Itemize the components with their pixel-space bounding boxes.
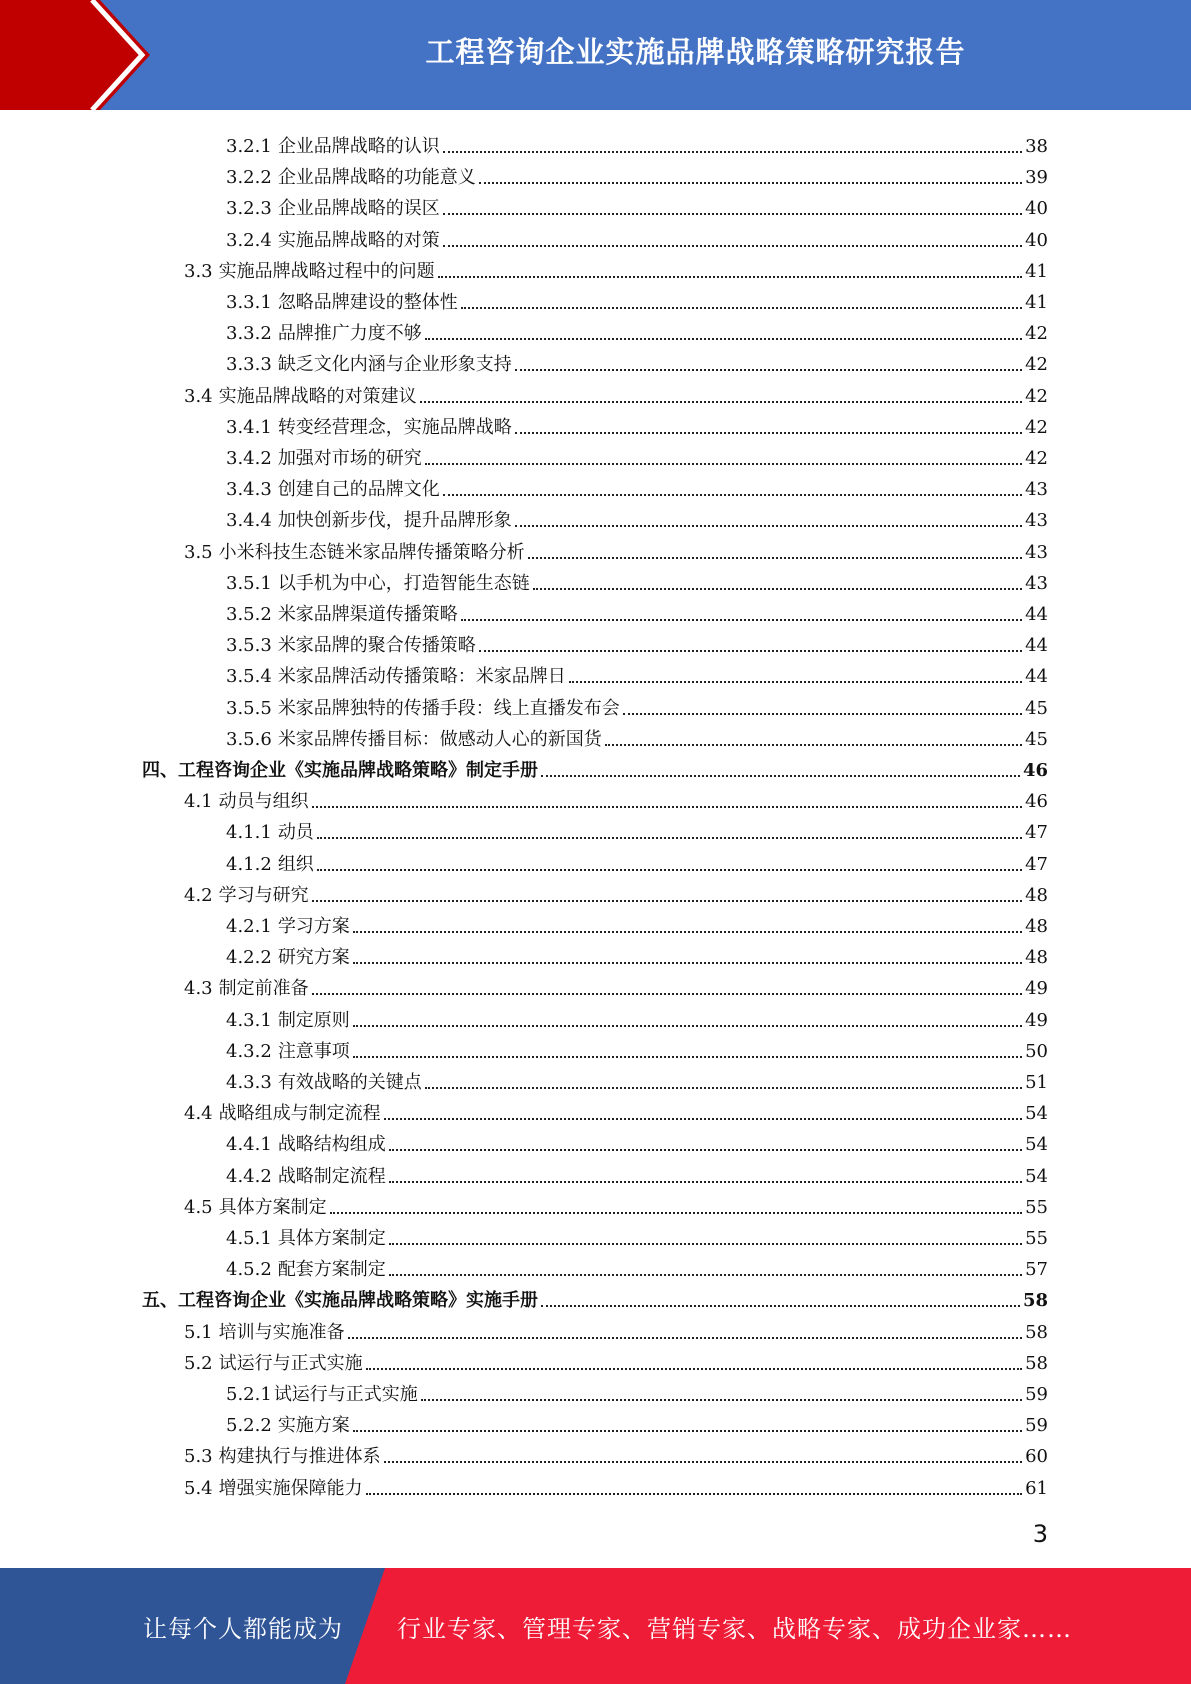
toc-entry-title: 以手机为中心，打造智能生态链 [277,572,530,594]
toc-entry[interactable] [226,720,1048,751]
toc-entry[interactable] [184,533,1048,564]
toc-entry-number: 3.5.4 [226,666,272,688]
toc-leader-dots [312,898,1022,902]
toc-entry-number: 3.5 [184,541,213,563]
toc-leader-dots [389,1241,1022,1245]
toc-leader-dots [425,1085,1022,1089]
toc-entry[interactable] [226,314,1048,345]
toc-leader-dots [425,461,1022,465]
toc-entry[interactable] [226,626,1048,657]
toc-entry-title: 实施品牌战略的对策 [277,229,440,251]
toc-entry[interactable] [226,439,1048,470]
toc-entry[interactable] [226,564,1048,595]
toc-entry-title: 战略组成与制定流程 [218,1103,381,1125]
toc-entry[interactable] [226,1157,1048,1188]
toc-entry-number: 3.4.2 [226,448,272,469]
toc-entry-title: 缺乏文化内涵与企业形象支持 [277,354,512,376]
toc-entry-page: 43 [1025,572,1048,594]
toc-entry-page: 51 [1025,1072,1048,1093]
toc-entry-title: 实施品牌战略的对策建议 [218,385,417,407]
footer-slogan-right: 行业专家、管理专家、营销专家、战略专家、成功企业家…… [397,1614,1072,1643]
toc-entry-number: 3.4 [184,385,213,407]
toc-entry[interactable] [226,1063,1048,1094]
toc-entry[interactable] [184,876,1048,907]
toc-leader-dots [443,211,1022,215]
toc-leader-dots [438,274,1022,278]
toc-entry-number: 3.2.1 [226,136,272,157]
toc-leader-dots [443,492,1022,496]
toc-entry-number: 5.4 [184,1477,213,1499]
toc-entry-title: 企业品牌战略的功能意义 [277,167,476,189]
toc-leader-dots [389,1179,1022,1183]
toc-leader-dots [421,1397,1022,1401]
toc-entry-number: 4.4.1 [226,1134,272,1156]
toc-entry-title: 品牌推广力度不够 [277,323,422,345]
toc-entry-page: 44 [1025,635,1048,657]
page-footer [0,1568,1191,1684]
toc-entry-number: 4.3 [184,978,213,1000]
toc-entry-title: 试运行与正式实施 [218,1352,363,1374]
toc-entry[interactable] [226,1001,1048,1032]
toc-entry[interactable] [184,969,1048,1000]
toc-entry-page: 38 [1025,136,1048,157]
toc-entry[interactable] [226,1219,1048,1250]
toc-entry-title: 加强对市场的研究 [277,448,422,469]
toc-entry-title: 试运行与正式实施 [273,1384,418,1405]
toc-entry[interactable] [226,501,1048,532]
toc-leader-dots [479,180,1022,184]
toc-entry[interactable] [226,1406,1048,1437]
toc-entry-page: 40 [1025,198,1048,220]
toc-leader-dots [348,1335,1022,1339]
toc-leader-dots [389,1147,1022,1151]
toc-entry-page: 61 [1025,1477,1048,1499]
toc-leader-dots [353,1023,1022,1027]
toc-entry-number: 3.5.1 [226,572,272,594]
toc-entry-page: 48 [1025,947,1048,969]
toc-entry[interactable] [184,1188,1048,1219]
toc-entry[interactable] [226,813,1048,844]
toc-entry-page: 47 [1025,822,1048,844]
toc-entry-page: 46 [1022,760,1048,781]
toc-entry-number: 3.2.4 [226,229,272,251]
toc-entry-title: 加快创新步伐，提升品牌形象 [277,510,512,532]
toc-entry-title: 企业品牌战略的认识 [277,136,440,157]
toc-entry-number: 3.4.4 [226,510,272,532]
toc-entry-page: 45 [1025,728,1048,750]
toc-entry[interactable] [226,221,1048,252]
toc-entry-page: 55 [1025,1196,1048,1218]
toc-leader-dots [353,960,1022,964]
page-number: 3 [1032,1520,1048,1548]
toc-leader-dots [425,336,1022,340]
toc-entry-title: 组织 [277,853,314,875]
toc-entry-title: 企业品牌战略的误区 [277,198,440,220]
toc-entry-number: 3.3.1 [226,292,272,313]
toc-entry-title: 增强实施保障能力 [218,1477,363,1499]
toc-entry-page: 42 [1025,416,1048,438]
toc-entry[interactable] [226,345,1048,376]
toc-entry-number: 5.3 [184,1446,213,1468]
toc-entry[interactable] [226,470,1048,501]
toc-entry-number: 4.1.1 [226,822,272,844]
toc-entry-title: 学习方案 [277,916,350,937]
toc-entry-page: 58 [1025,1321,1048,1343]
toc-entry-page: 43 [1025,510,1048,532]
toc-leader-dots [366,1491,1022,1495]
toc-leader-dots [533,586,1022,590]
toc-entry-page: 50 [1025,1040,1048,1062]
toc-entry-page: 48 [1025,884,1048,906]
toc-entry-page: 42 [1025,323,1048,345]
toc-entry-number: 4.2 [184,884,213,906]
toc-entry-title: 构建执行与推进体系 [218,1446,381,1468]
toc-entry-number: 3.5.3 [226,635,272,657]
toc-leader-dots [569,679,1022,683]
toc-leader-dots [515,523,1022,527]
toc-entry-title: 培训与实施准备 [218,1321,345,1343]
toc-entry-number: 3.2.2 [226,167,272,189]
page-header [0,0,1191,110]
toc-leader-dots [515,367,1022,371]
toc-entry[interactable] [226,408,1048,439]
toc-leader-dots [541,773,1020,777]
toc-entry-page: 40 [1025,229,1048,251]
toc-entry[interactable] [226,1375,1048,1406]
toc-entry-page: 45 [1025,697,1048,719]
toc-entry-title: 战略结构组成 [277,1134,386,1156]
toc-leader-dots [420,399,1022,403]
toc-entry-page: 59 [1025,1384,1048,1405]
toc-entry-number: 3.5.2 [226,604,272,625]
toc-entry-page: 41 [1025,260,1048,282]
toc-leader-dots [605,742,1022,746]
toc-entry[interactable] [226,595,1048,626]
toc-entry-number: 3.2.3 [226,198,272,220]
toc-entry-page: 39 [1025,167,1048,189]
toc-entry-number: 4.1 [184,791,213,813]
toc-entry[interactable] [226,189,1048,220]
toc-entry-page: 57 [1025,1259,1048,1281]
toc-entry-number: 4.4 [184,1103,213,1125]
toc-entry-page: 54 [1025,1134,1048,1156]
toc-leader-dots [384,1116,1022,1120]
toc-entry-title: 制定原则 [277,1009,350,1031]
toc-entry[interactable] [142,1281,1048,1312]
toc-entry-number: 4.1.2 [226,853,272,875]
toc-entry-page: 60 [1025,1446,1048,1468]
toc-entry[interactable] [184,1469,1048,1500]
toc-entry[interactable] [226,689,1048,720]
toc-entry-page: 49 [1025,1009,1048,1031]
toc-leader-dots [317,867,1022,871]
toc-entry-number: 3.4.1 [226,416,272,438]
toc-leader-dots [528,555,1022,559]
toc-entry[interactable] [184,782,1048,813]
toc-entry-number: 3.3.2 [226,323,272,345]
toc-entry-number: 4.5 [184,1196,213,1218]
toc-entry[interactable] [184,1313,1048,1344]
toc-entry-title: 研究方案 [277,947,350,969]
toc-entry-number: 4.3.2 [226,1040,272,1062]
toc-entry-number: 5.1 [184,1321,213,1343]
toc-leader-dots [317,835,1022,839]
toc-leader-dots [330,1210,1022,1214]
toc-entry-title: 实施品牌战略过程中的问题 [218,260,435,282]
toc-entry-number: 5.2.2 [226,1415,272,1437]
footer-slogan-left: 让每个人都能成为 [143,1614,343,1643]
toc-entry[interactable] [142,751,1048,782]
toc-leader-dots [353,929,1022,933]
toc-entry-page: 54 [1025,1103,1048,1125]
toc-entry-page: 44 [1025,604,1048,625]
toc-entry-page: 55 [1025,1228,1048,1249]
toc-entry-number: 5.2.1 [226,1384,272,1405]
toc-entry[interactable] [226,845,1048,876]
toc-entry-number: 4.4.2 [226,1165,272,1187]
toc-entry-page: 43 [1025,541,1048,563]
toc-leader-dots [461,305,1022,309]
toc-entry-page: 44 [1025,666,1048,688]
toc-entry-title: 具体方案制定 [277,1228,386,1249]
toc-entry-number: 3.4.3 [226,479,272,501]
toc-entry-number: 4.3.1 [226,1009,272,1031]
toc-entry-title: 小米科技生态链米家品牌传播策略分析 [218,541,525,563]
toc-leader-dots [353,1054,1022,1058]
toc-entry-number: 4.2.1 [226,916,272,937]
toc-leader-dots [443,149,1022,153]
toc-entry-title: 有效战略的关键点 [277,1072,422,1093]
toc-entry-title: 转变经营理念，实施品牌战略 [277,416,512,438]
toc-entry[interactable] [226,127,1048,158]
toc-entry-page: 59 [1025,1415,1048,1437]
toc-leader-dots [541,1303,1020,1307]
toc-leader-dots [384,1459,1022,1463]
toc-entry[interactable] [184,1437,1048,1468]
toc-leader-dots [312,804,1022,808]
toc-entry-title: 米家品牌的聚合传播策略 [277,635,476,657]
toc-leader-dots [461,617,1022,621]
toc-entry-title: 米家品牌渠道传播策略 [277,604,458,625]
toc-entry-title: 注意事项 [277,1040,350,1062]
toc-entry-title: 制定前准备 [218,978,309,1000]
toc-entry-page: 49 [1025,978,1048,1000]
toc-entry-title: 五、工程咨询企业《实施品牌战略策略》实施手册 [142,1290,538,1312]
toc-entry[interactable] [226,283,1048,314]
toc-entry-page: 47 [1025,853,1048,875]
toc-entry[interactable] [184,377,1048,408]
toc-entry-title: 具体方案制定 [218,1196,327,1218]
toc-entry-title: 米家品牌活动传播策略：米家品牌日 [277,666,566,688]
toc-entry-number: 3.5.6 [226,728,272,750]
toc-entry-page: 42 [1025,354,1048,376]
toc-entry-title: 动员与组织 [218,791,309,813]
toc-entry-title: 米家品牌独特的传播手段：线上直播发布会 [277,697,620,719]
toc-entry-title: 实施方案 [277,1415,350,1437]
toc-entry-page: 54 [1025,1165,1048,1187]
toc-entry-title: 学习与研究 [218,884,309,906]
toc-entry[interactable] [184,1094,1048,1125]
toc-entry-title: 忽略品牌建设的整体性 [277,292,458,313]
toc-entry-page: 58 [1022,1290,1048,1312]
toc-entry-number: 3.3.3 [226,354,272,376]
toc-entry-title: 配套方案制定 [277,1259,386,1281]
toc-entry-page: 58 [1025,1352,1048,1374]
toc-entry-number: 5.2 [184,1352,213,1374]
toc-entry[interactable] [226,158,1048,189]
toc-leader-dots [353,1428,1022,1432]
toc-leader-dots [479,648,1022,652]
toc-entry-page: 41 [1025,292,1048,313]
toc-entry-page: 46 [1025,791,1048,813]
toc-entry-number: 4.2.2 [226,947,272,969]
toc-leader-dots [443,243,1022,247]
toc-entry-number: 4.5.1 [226,1228,272,1249]
toc-entry-number: 3.5.5 [226,697,272,719]
toc-entry[interactable] [226,1125,1048,1156]
toc-leader-dots [366,1366,1022,1370]
toc-entry[interactable] [226,1032,1048,1063]
toc-entry[interactable] [184,1344,1048,1375]
toc-entry-page: 42 [1025,385,1048,407]
toc-entry-page: 43 [1025,479,1048,501]
toc-entry[interactable] [226,938,1048,969]
toc-entry-page: 42 [1025,448,1048,469]
toc-entry-title: 战略制定流程 [277,1165,386,1187]
toc-leader-dots [515,430,1022,434]
toc-leader-dots [389,1272,1022,1276]
toc-entry-title: 创建自己的品牌文化 [277,479,440,501]
toc-entry[interactable] [184,252,1048,283]
toc-entry-title: 米家品牌传播目标：做感动人心的新国货 [277,728,602,750]
toc-leader-dots [312,991,1022,995]
toc-entry[interactable] [226,1250,1048,1281]
toc-entry-number: 4.5.2 [226,1259,272,1281]
page-title: 工程咨询企业实施品牌战略策略研究报告 [425,34,966,69]
toc-entry-number: 4.3.3 [226,1072,272,1093]
toc-entry-title: 动员 [277,822,314,844]
toc-entry-title: 四、工程咨询企业《实施品牌战略策略》制定手册 [142,760,538,781]
toc-leader-dots [623,711,1022,715]
toc-entry[interactable] [226,657,1048,688]
toc-entry-page: 48 [1025,916,1048,937]
toc-entry[interactable] [226,907,1048,938]
toc-entry-number: 3.3 [184,260,213,282]
